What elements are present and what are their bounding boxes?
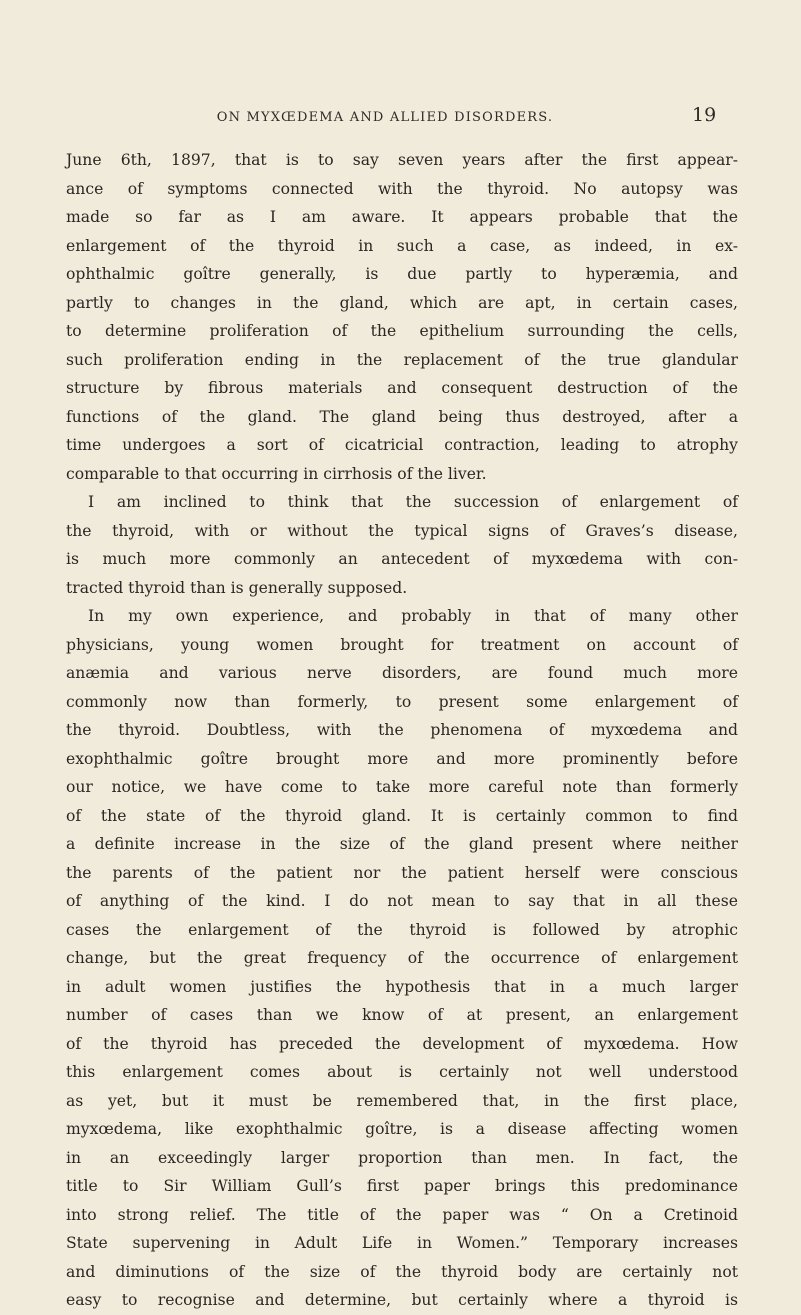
text-line: of the state of the thyroid gland. It is certainly common to find [66, 806, 738, 825]
text-line: the thyroid. Doubtless, with the phenomena of myxœdema and [66, 721, 738, 739]
text-line: myxœdema, like exophthalmic goître, is a disease affecting women [66, 1120, 738, 1138]
text-line: physicians, young women brought for treatment on account of [66, 635, 738, 654]
text-line: ance of symptoms connected with the thyroid. No autopsy was [66, 179, 738, 198]
text-line: exophthalmic goître brought more and more prominently before [66, 749, 738, 768]
text-line: cases the enlargement of the thyroid is followed by atrophic [66, 920, 738, 939]
body-text [66, 146, 738, 1315]
text-line: this enlargement comes about is certainly not well understood [66, 1063, 738, 1081]
text-line: the thyroid, with or without the typical signs of Graves’s disease, [66, 521, 738, 540]
text-line: time undergoes a sort of cicatricial contraction, leading to atrophy [66, 436, 738, 454]
text-line: our notice, we have come to take more careful note than formerly [66, 778, 738, 796]
text-line: tracted thyroid than is generally supposed. [66, 578, 408, 597]
text-line: made so far as I am aware. It appears probable that the [66, 208, 738, 226]
text-line: of the thyroid has preceded the development of myxœdema. How [66, 1034, 738, 1053]
text-line: In my own experience, and probably in that of many other [88, 607, 738, 625]
running-title: ON MYXŒDEMA AND ALLIED DISORDERS. [216, 110, 554, 125]
text-line: I am inclined to think that the succession of enlargement of [88, 493, 738, 511]
text-line: ophthalmic goître generally, is due partly to hyperæmia, and [66, 265, 738, 283]
text-line: structure by fibrous materials and consequent destruction of the [66, 379, 738, 397]
text-line: partly to changes in the gland, which are apt, in certain cases, [66, 293, 738, 312]
text-line: into strong relief. The title of the paper was “ On a Cretinoid [66, 1205, 738, 1224]
text-line: in an exceedingly larger proportion than men. In fact, the [66, 1148, 738, 1167]
text-line: the parents of the patient nor the patient herself were conscious [66, 863, 738, 882]
text-line: to determine proliferation of the epithelium surrounding the cells, [66, 322, 738, 340]
text-line: number of cases than we know of at present, an enlargement [66, 1006, 738, 1024]
text-line: and diminutions of the size of the thyroid body are certainly not [66, 1262, 738, 1281]
text-line: of anything of the kind. I do not mean to say that in all these [66, 892, 738, 910]
text-line: comparable to that occurring in cirrhosis of the liver. [66, 464, 487, 483]
page-number: 19 [692, 104, 717, 126]
text-line: anæmia and various nerve disorders, are found much more [66, 664, 738, 682]
text-line: easy to recognise and determine, but certainly where a thyroid is [66, 1291, 738, 1309]
text-line: a definite increase in the size of the gland present where neither [66, 835, 738, 853]
text-line: State supervening in Adult Life in Women.” Temporary increases [66, 1234, 738, 1252]
text-line: June 6th, 1897, that is to say seven years after the first appear- [66, 151, 738, 169]
text-line: functions of the gland. The gland being thus destroyed, after a [66, 407, 738, 426]
text-line: enlargement of the thyroid in such a case, as indeed, in ex- [66, 236, 738, 255]
text-line: such proliferation ending in the replacement of the true glandular [66, 350, 738, 369]
text-line: as yet, but it must be remembered that, in the first place, [66, 1091, 738, 1110]
text-line: in adult women justifies the hypothesis that in a much larger [66, 977, 738, 996]
text-line: change, but the great frequency of the occurrence of enlargement [66, 949, 738, 967]
text-line: title to Sir William Gull’s first paper brings this predominance [66, 1177, 738, 1195]
text-line: commonly now than formerly, to present some enlargement of [66, 692, 738, 711]
text-line: is much more commonly an antecedent of myxœdema with con- [66, 550, 738, 568]
